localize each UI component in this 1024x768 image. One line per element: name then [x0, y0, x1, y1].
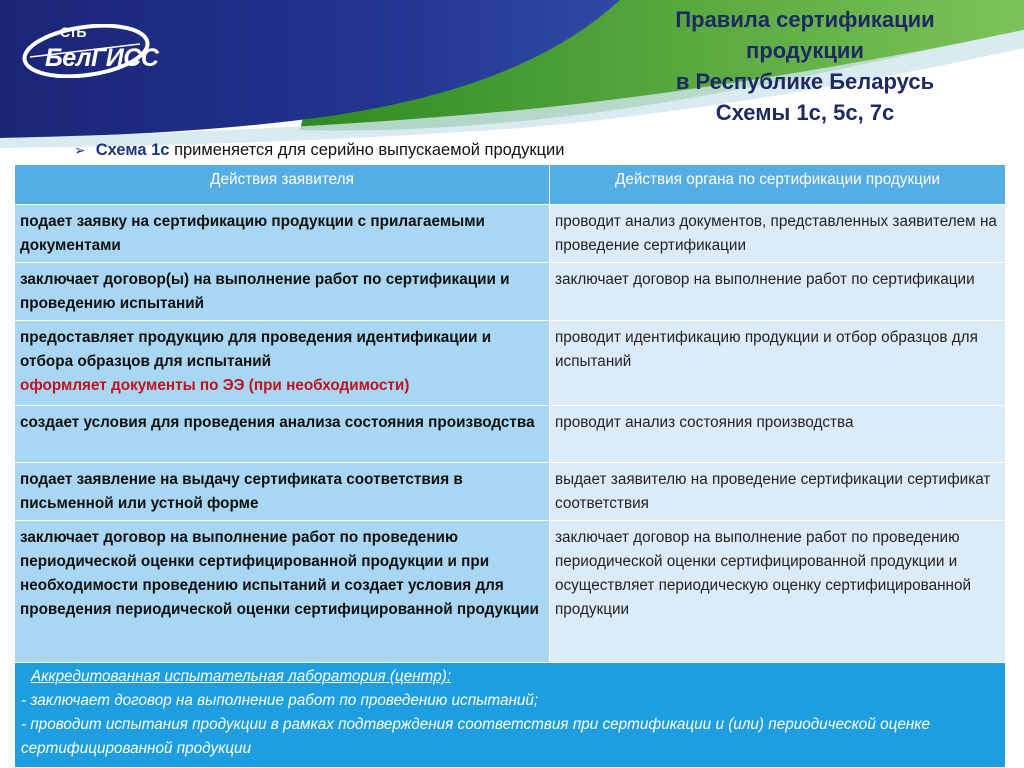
page-title	[600, 4, 1010, 128]
scheme-name: Схема 1с	[95, 141, 170, 159]
applicant-action-cell	[15, 205, 550, 263]
arrow-bullet-icon: ➢	[74, 142, 86, 158]
applicant-action-text: заключает договор на выполнение работ по проведению периодической оценки сертифицированной продукции и при необходимости проведению испытаний и создает условия для проведения периодической оценки сертифицированной продукции	[20, 529, 539, 618]
body-action-cell: выдает заявителю на проведение сертификации сертификат соответствия	[550, 463, 1006, 521]
table-row	[15, 406, 1006, 463]
applicant-action-text: подает заявление на выдачу сертификата соответствия в письменной или устной форме	[20, 471, 463, 512]
table-row	[15, 205, 1006, 263]
title-line: продукции	[746, 38, 864, 63]
laboratory-heading: Аккредитованная испытательная лаборатория (центр):	[31, 668, 452, 685]
laboratory-line: - проводит испытания продукции в рамках подтверждения соответствия при сертификации и (или) периодической оценке сертифицированной продукции	[21, 716, 930, 757]
body-action-cell: заключает договор на выполнение работ по проведению периодической оценки сертифицированной продукции и осуществляет периодическую оценку сертифицированной продукции	[550, 521, 1006, 663]
applicant-action-cell	[15, 263, 550, 321]
applicant-action-text: заключает договор(ы) на выполнение работ по сертификации и проведению испытаний	[20, 271, 510, 312]
body-action-cell: проводит анализ состояния производства	[550, 406, 1006, 463]
certification-table-container	[14, 164, 1005, 768]
body-action-cell: заключает договор на выполнение работ по сертификации	[550, 263, 1006, 321]
intro-text: применяется для серийно выпускаемой продукции	[169, 141, 565, 159]
applicant-action-cell	[15, 406, 550, 463]
table-row	[15, 463, 1006, 521]
table-footer-row	[15, 663, 1006, 768]
applicant-action-text: подает заявку на сертификацию продукции с прилагаемыми документами	[20, 213, 485, 254]
logo-text: БелГИСС	[45, 44, 159, 72]
body-action-cell: проводит идентификацию продукции и отбор образцов для испытаний	[550, 321, 1006, 406]
table-row	[15, 521, 1006, 663]
title-line: Схемы 1с, 5с, 7с	[715, 100, 895, 125]
applicant-action-text: предоставляет продукцию для проведения идентификации и отбора образцов для испытаний	[20, 329, 492, 370]
applicant-action-cell	[15, 463, 550, 521]
applicant-action-cell	[15, 321, 550, 406]
laboratory-note-cell	[15, 663, 1006, 768]
table-row	[15, 321, 1006, 406]
intro-bullet	[74, 141, 564, 160]
title-line: в Республике Беларусь	[675, 69, 935, 94]
logo-mark: СТБ	[60, 24, 86, 40]
ee-documents-note: оформляет документы по ЭЭ (при необходимости)	[20, 377, 410, 394]
column-header-body: Действия органа по сертификации продукции	[550, 165, 1006, 205]
table-row	[15, 263, 1006, 321]
applicant-action-text: создает условия для проведения анализа состояния производства	[20, 414, 535, 431]
table-header-row	[15, 165, 1006, 205]
body-action-cell: проводит анализ документов, представленных заявителем на проведение сертификации	[550, 205, 1006, 263]
column-header-applicant: Действия заявителя	[15, 165, 550, 205]
certification-table	[14, 164, 1006, 768]
applicant-action-cell	[15, 521, 550, 663]
title-line: Правила сертификации	[675, 7, 935, 32]
laboratory-line: - заключает договор на выполнение работ по проведению испытаний;	[21, 692, 539, 709]
